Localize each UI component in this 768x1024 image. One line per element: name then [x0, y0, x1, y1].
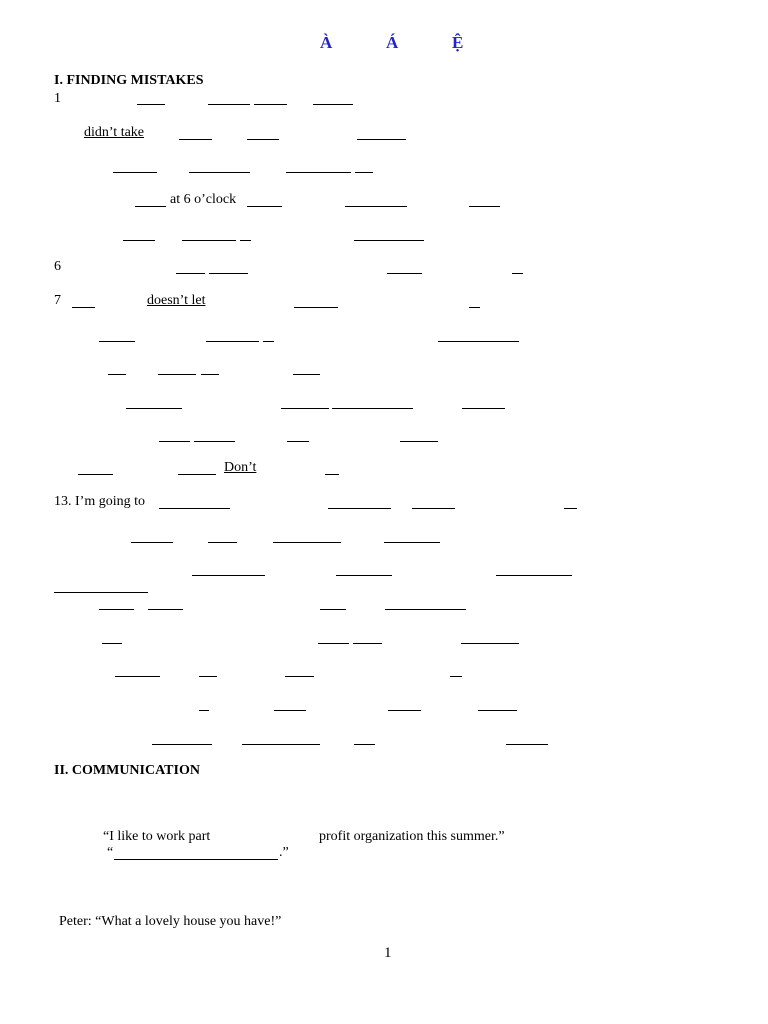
blank — [201, 374, 219, 375]
blank — [286, 172, 351, 173]
blank — [438, 341, 519, 342]
question-2-text: Peter: “What a lovely house you have!” — [59, 914, 282, 929]
blank — [469, 307, 480, 308]
blank — [247, 139, 279, 140]
blank — [113, 172, 157, 173]
blank — [281, 408, 329, 409]
blank — [152, 744, 212, 745]
blank — [478, 710, 517, 711]
blank — [318, 643, 349, 644]
blank — [387, 273, 422, 274]
blank — [78, 474, 113, 475]
blank — [384, 542, 440, 543]
blank — [293, 374, 320, 375]
answer-blank — [114, 859, 278, 860]
blank — [135, 206, 166, 207]
blank — [354, 744, 375, 745]
blank — [123, 240, 155, 241]
item-number-1: 1 — [54, 91, 61, 106]
blank — [273, 542, 341, 543]
item-number-7: 7 — [54, 293, 61, 308]
blank — [512, 273, 523, 274]
blank — [54, 592, 148, 593]
underlined-phrase-doesnt-let: doesn’t let — [147, 293, 206, 308]
blank — [294, 307, 338, 308]
blank — [192, 575, 265, 576]
blank — [178, 474, 216, 475]
blank — [400, 441, 438, 442]
blank — [148, 609, 183, 610]
blank — [263, 341, 274, 342]
blank — [328, 508, 391, 509]
section-heading-communication: II. COMMUNICATION — [54, 763, 200, 778]
blank — [179, 139, 212, 140]
blank — [496, 575, 572, 576]
blank — [208, 542, 237, 543]
item-number-6: 6 — [54, 259, 61, 274]
blank — [159, 441, 190, 442]
blank — [131, 542, 173, 543]
blank — [462, 408, 505, 409]
header-char-2: Á — [386, 33, 399, 52]
blank — [159, 508, 230, 509]
blank — [461, 643, 519, 644]
blank — [506, 744, 548, 745]
blank — [199, 710, 209, 711]
section-heading-finding-mistakes: I. FINDING MISTAKES — [54, 73, 204, 88]
blank — [176, 273, 205, 274]
blank — [354, 240, 424, 241]
blank — [353, 643, 382, 644]
blank — [412, 508, 455, 509]
blank — [199, 676, 217, 677]
blank — [208, 104, 250, 105]
answer-open-quote: “ — [107, 845, 114, 860]
question-1-part-b: profit organization this summer.” — [319, 829, 505, 844]
blank — [357, 139, 406, 140]
blank — [108, 374, 126, 375]
blank — [242, 744, 320, 745]
phrase-at-six-oclock: at 6 o’clock — [170, 192, 237, 207]
blank — [287, 441, 309, 442]
underlined-word-dont: Don’t — [224, 460, 257, 475]
blank — [99, 341, 135, 342]
blank — [158, 374, 196, 375]
blank — [189, 172, 250, 173]
blank — [209, 273, 248, 274]
blank — [99, 609, 134, 610]
blank — [72, 307, 95, 308]
blank — [385, 609, 466, 610]
header-char-3: Ệ — [452, 33, 464, 52]
blank — [345, 206, 407, 207]
blank — [137, 104, 165, 105]
blank — [115, 676, 160, 677]
blank — [450, 676, 462, 677]
blank — [320, 609, 346, 610]
blank — [194, 441, 235, 442]
blank — [247, 206, 282, 207]
blank — [285, 676, 314, 677]
blank — [388, 710, 421, 711]
blank — [274, 710, 306, 711]
page-number: 1 — [384, 945, 392, 961]
question-1-part-a: “I like to work part — [103, 829, 211, 844]
item-13-text: 13. I’m going to — [54, 494, 145, 509]
header-char-1: À — [320, 33, 333, 52]
blank — [254, 104, 287, 105]
blank — [126, 408, 182, 409]
answer-close-quote: .” — [279, 845, 289, 860]
blank — [332, 408, 413, 409]
blank — [355, 172, 373, 173]
blank — [336, 575, 392, 576]
blank — [240, 240, 251, 241]
blank — [206, 341, 259, 342]
blank — [182, 240, 236, 241]
blank — [325, 474, 339, 475]
blank — [102, 643, 122, 644]
underlined-phrase-didnt-take: didn’t take — [84, 125, 145, 140]
blank — [469, 206, 500, 207]
blank — [313, 104, 353, 105]
blank — [564, 508, 577, 509]
